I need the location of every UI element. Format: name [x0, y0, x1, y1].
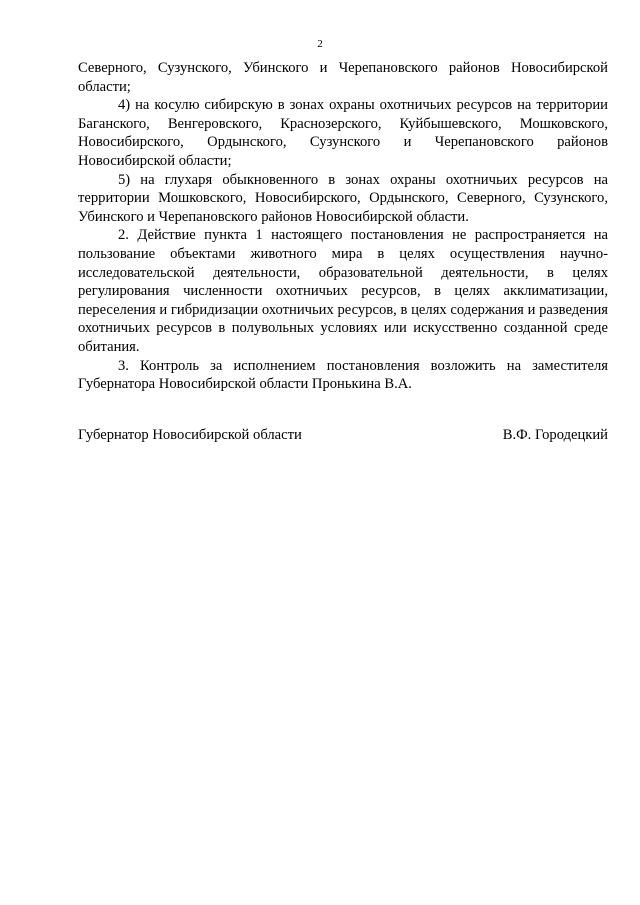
paragraph-item-4: 4) на косулю сибирскую в зонах охраны охотничьих ресурсов на территории Баганского, Венгеровского, Краснозерского, Куйбышевского, Мошковского, Новосибирского, Ордынского, Сузунского и Черепановского районов Новосибирской области; [78, 97, 608, 169]
paragraph-continuation: Северного, Сузунского, Убинского и Черепановского районов Новосибирской области; [78, 60, 608, 95]
paragraph-clause-2: 2. Действие пункта 1 настоящего постановления не распространяется на пользование объектами животного мира в целях осуществления научно-исследовательской деятельности, образовательной деятельности, в целях регулирования численности охотничьих ресурсов, в целях акклиматизации, переселения и гибридизации охотничьих ресурсов, в целях содержания и разведения охотничьих ресурсов в полувольных условиях или искусственно созданной среде обитания. [78, 227, 608, 355]
paragraph-item-5: 5) на глухаря обыкновенного в зонах охраны охотничьих ресурсов на территории Мошковского, Новосибирского, Ордынского, Северного, Сузунского, Убинского и Черепановского районов Новосибирской области. [78, 171, 608, 225]
paragraph-clause-3: 3. Контроль за исполнением постановления возложить на заместителя Губернатора Новосибирской области Пронькина В.А. [78, 357, 608, 393]
signatory-position: Губернатор Новосибирской области [78, 427, 302, 443]
document-body [78, 59, 608, 394]
signatory-name: В.Ф. Городецкий [502, 427, 608, 443]
signature-block [78, 426, 608, 445]
page-number: 2 [317, 38, 323, 50]
